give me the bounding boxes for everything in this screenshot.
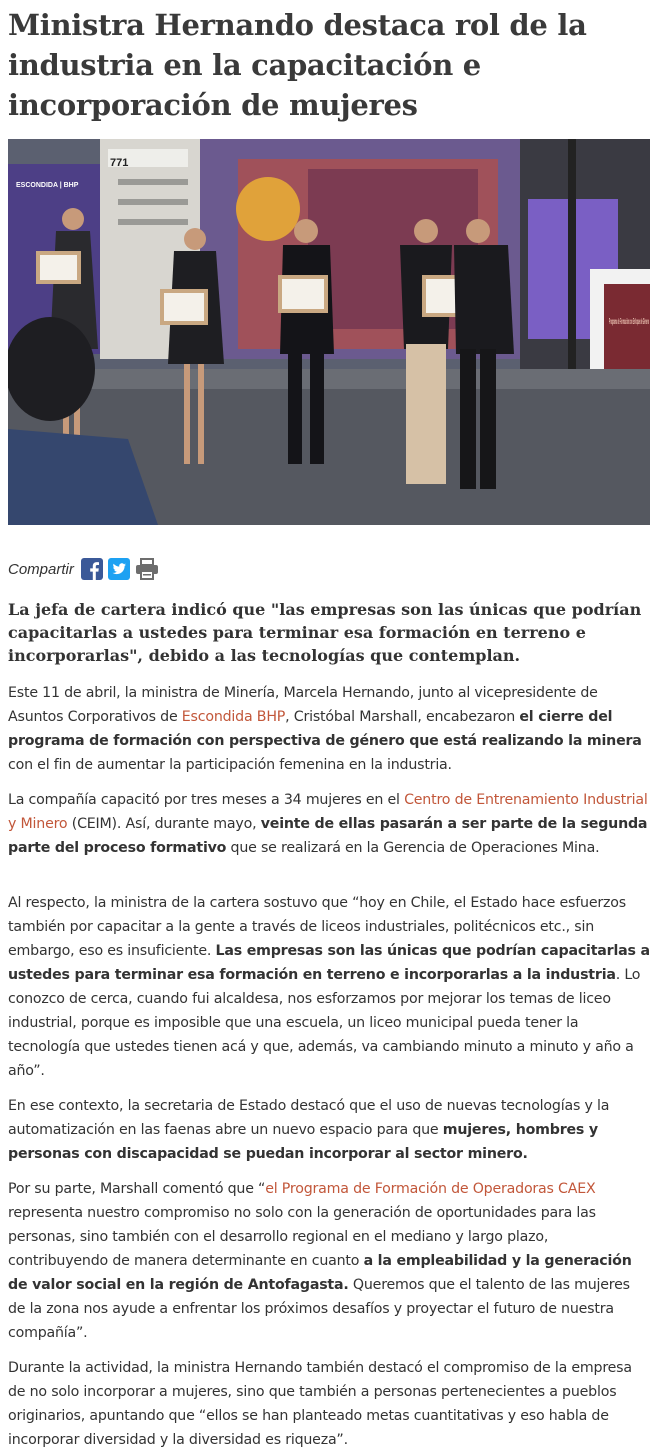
article bbox=[8, 0, 651, 1452]
link-programa-caex[interactable]: el Programa de Formación de Operadoras CAEX bbox=[265, 1181, 596, 1197]
print-icon[interactable] bbox=[135, 558, 157, 580]
paragraph-2: La compañía capacitó por tres meses a 34 mujeres en el Centro de Entrenamiento Industrial y Minero (CEIM). Así, durante mayo, veinte de ellas pasarán a ser parte de la segunda parte del proceso formativo que se realizará en la Gerencia de Operaciones Mina. bbox=[8, 792, 648, 856]
truck-number: 771 bbox=[110, 157, 129, 169]
link-ceim[interactable]: Centro de Entrenamiento Industrial y Minero bbox=[8, 792, 648, 832]
link-escondida-bhp[interactable]: Escondida BHP bbox=[181, 709, 286, 725]
twitter-icon[interactable] bbox=[108, 558, 130, 580]
paragraph-3: Al respecto, la ministra de la cartera sostuvo que “hoy en Chile, el Estado hace esfuerzos también por capacitar a la gente a través de liceos industriales, politécnicos etc., sin embargo, eso es insuficiente. Las empresas son las únicas que podrían capacitarlas a ustedes para terminar esa formación en terreno e incorporarlas a la industria. Lo conozco de cerca, cuando fui alcaldesa, nos esforzamos por mejorar los temas de liceo industrial, porque es imposible que una escuela, un liceo municipal pueda tener la tecnología que ustedes tienen acá y que, además, va cambiando minuto a minuto y año a año”. bbox=[8, 895, 650, 1079]
facebook-icon[interactable] bbox=[81, 558, 103, 580]
share-label: Compartir bbox=[8, 560, 74, 578]
paragraph-1: Este 11 de abril, la ministra de Minería, Marcela Hernando, junto al vicepresidente de Asuntos Corporativos de Escondida BHP, Cristóbal Marshall, encabezaron el cierre del programa de formación con perspectiva de género que está realizando la minera con el fin de aumentar la participación femenina en la industria. bbox=[8, 685, 642, 773]
article-title: Ministra Hernando destaca rol de la industria en la capacitación e incorporación de mujeres bbox=[8, 8, 587, 122]
paragraph-5: Por su parte, Marshall comentó que “el Programa de Formación de Operadoras CAEX representa nuestro compromiso no solo con la generación de oportunidades para las personas, sino también con el desarrollo regional en el mediano y largo plazo, contribuyendo de manera determinante en cuanto a la empleabilidad y la generación de valor social en la región de Antofagasta. Queremos que el talento de las mujeres de la zona nos ayude a enfrentar los próximos desafíos y proyectar el futuro de nuestra compañía”. bbox=[8, 1181, 632, 1341]
event-sign-text: Programa de Formación con Enfoque de Género bbox=[609, 317, 650, 326]
paragraph-6: Durante la actividad, la ministra Hernando también destacó el compromiso de la empresa de no solo incorporar a mujeres, sino que también a personas pertenecientes a pueblos originarios, apuntando que “ellos se han planteado metas cuantitativas y eso habla de incorporar diversidad y la diversidad es riqueza”. bbox=[8, 1360, 632, 1448]
article-photo bbox=[8, 139, 650, 525]
ceremony-photo-illustration bbox=[8, 139, 650, 525]
share-bar bbox=[8, 555, 651, 583]
banner-logo: ESCONDIDA | BHP bbox=[16, 182, 79, 189]
paragraph-4: En ese contexto, la secretaria de Estado destacó que el uso de nuevas tecnologías y la automatización en las faenas abre un nuevo espacio para que mujeres, hombres y personas con discapacidad se puedan incorporar al sector minero. bbox=[8, 1098, 610, 1162]
article-lead: La jefa de cartera indicó que "las empresas son las únicas que podrían capacitarlas a ustedes para terminar esa formación en terreno e incorporarlas", debido a las tecnologías que contemplan. bbox=[8, 600, 642, 665]
